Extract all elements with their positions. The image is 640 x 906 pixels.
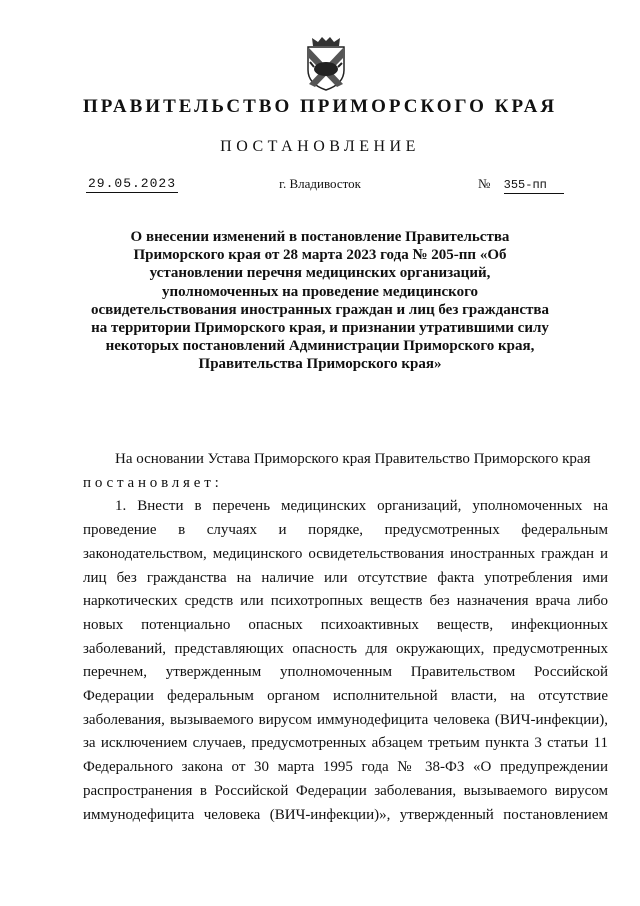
document-date: 29.05.2023 <box>88 176 177 191</box>
document-body <box>83 448 608 827</box>
number-label: № <box>478 176 491 191</box>
coat-of-arms-emblem <box>302 34 350 92</box>
intro-paragraph: На основании Устава Приморского края Правительство Приморского края <box>115 451 591 467</box>
document-title: О внесении изменений в постановление Правительства Приморского края от 28 марта 2023 года № 205-пп «Об установлении перечня медицинских организаций, уполномоченных на проведение медицинского освидетельствования иностранных граждан и лиц без гражданства на территории Приморского края, и признании утратившими силу некоторых постановлений Администрации Приморского края, Правительства Приморского края» <box>91 229 549 373</box>
document-number <box>478 176 564 194</box>
document-city: г. Владивосток <box>279 176 361 191</box>
decree-word <box>83 472 608 496</box>
number-value: 355-пп <box>504 178 564 194</box>
organization-name: ПРАВИТЕЛЬСТВО ПРИМОРСКОГО КРАЯ <box>82 96 558 117</box>
item-1-paragraph: 1. Внести в перечень медицинских организаций, уполномоченных на проведение в случаях и порядке, предусмотренных федеральным законодательством, медицинского освидетельствования иностранных граждан и лиц без гражданства на наличие или отсутствие факта употребления ими наркотических средств или психотропных веществ без назначения врача либо новых потенциально опасных психоактивных веществ, инфекционных заболеваний, представляющих опасность для окружающих, предусмотренных перечнем, утвержденным уполномоченным Правительством Российской Федерации федеральным органом исполнительной власти, на отсутствие заболевания, вызываемого вирусом иммунодефицита человека (ВИЧ-инфекции), за исключением случаев, предусмотренных абзацем третьим пункта 3 статьи 11 Федерального закона от 30 марта 1995 года № 38-ФЗ «О предупреждении распространения в Российской Федерации заболевания, вызываемого вирусом иммунодефицита человека (ВИЧ-инфекции)», утвержденный постановлением <box>83 498 608 823</box>
document-type: ПОСТАНОВЛЕНИЕ <box>220 138 420 155</box>
document-meta <box>0 176 640 198</box>
decree-word-text: постановляет: <box>83 474 223 491</box>
